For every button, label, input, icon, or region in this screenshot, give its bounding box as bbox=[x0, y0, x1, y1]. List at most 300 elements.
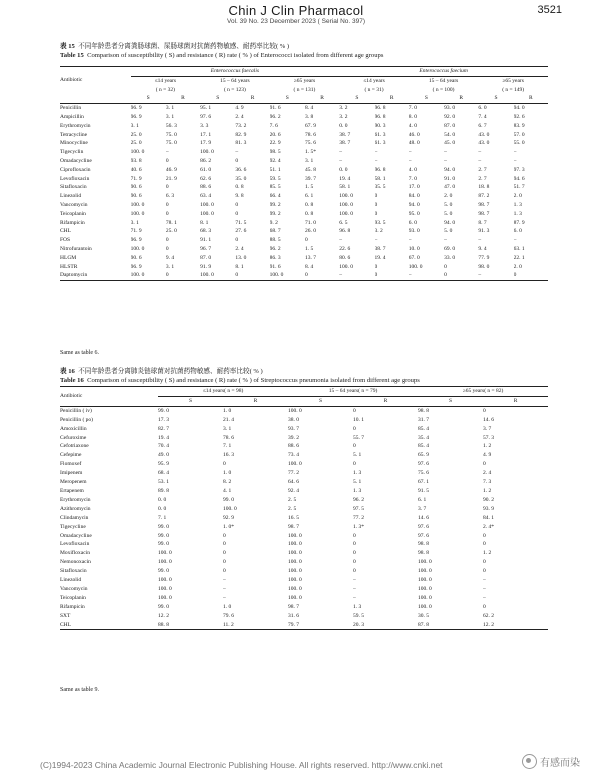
table15-cell: 100. 0 bbox=[339, 193, 353, 200]
table15-antibiotic: Vancomycin bbox=[60, 201, 88, 208]
table16-cell: 0 bbox=[353, 550, 356, 557]
table15-cell: – bbox=[513, 237, 517, 244]
table16-age-row bbox=[60, 387, 548, 397]
table16-antibiotic: Moxifloxacin bbox=[60, 550, 90, 557]
table15-antibiotic: HLSTR bbox=[60, 263, 78, 270]
table15-cell: 91. 1 bbox=[200, 237, 212, 244]
table16-cell: 4. 1 bbox=[223, 487, 232, 494]
table16-cell: 95. 9 bbox=[158, 461, 169, 468]
table15-cell: 95. 0 bbox=[408, 210, 420, 217]
table15-cell: 100. 0 bbox=[130, 210, 145, 217]
table16-antibiotic: Omadacycline bbox=[60, 532, 92, 539]
table15-s-header: S bbox=[285, 95, 289, 102]
table16-s-header: S bbox=[448, 397, 453, 404]
table16-cell: 97. 5 bbox=[353, 505, 365, 512]
table15-cell: 0 bbox=[513, 272, 517, 279]
table15-cell: 94. 0 bbox=[513, 105, 525, 112]
table16-cell: 20. 3 bbox=[353, 621, 365, 628]
table16-row bbox=[60, 442, 548, 451]
table15-cell: 1. 3 bbox=[513, 201, 522, 208]
table16-cell: 31. 7 bbox=[418, 416, 430, 423]
table16-antibiotic: Amoxicillin bbox=[60, 425, 87, 432]
table16-cell: 85. 4 bbox=[418, 425, 430, 432]
table16-cell: 0 bbox=[353, 425, 356, 432]
table15-cell: 4. 0 bbox=[408, 166, 418, 173]
table16-cell: 14. 6 bbox=[483, 416, 495, 423]
table16-row bbox=[60, 523, 548, 532]
table16-antibiotic: Ertapenem bbox=[60, 487, 84, 494]
table16-row bbox=[60, 406, 548, 415]
table15-antibiotic: HLGM bbox=[60, 254, 77, 261]
table15-r-header: R bbox=[459, 95, 464, 102]
table15-cell: 3. 3 bbox=[200, 122, 209, 129]
table15-cell: 97. 3 bbox=[513, 166, 525, 173]
table15-cell: 0 bbox=[374, 263, 378, 270]
table16-row bbox=[60, 558, 548, 567]
table15-cell: 2. 4 bbox=[235, 113, 244, 120]
table16-cell: 0 bbox=[483, 461, 486, 468]
table15-cell: 18. 8 bbox=[478, 184, 490, 191]
table15-cell: 17. 0 bbox=[408, 184, 420, 191]
table15-cell: 100. 0 bbox=[339, 263, 353, 270]
table16-cell: 93. 7 bbox=[288, 425, 300, 432]
table15-cell: 100. 0 bbox=[200, 201, 214, 208]
table15-cell: 19. 4 bbox=[374, 254, 386, 261]
table16-antibiotic: Cefepime bbox=[60, 452, 82, 459]
table15-cell: – bbox=[408, 237, 412, 244]
table15-cell: 9. 2 bbox=[269, 219, 278, 226]
table15-cell: 75. 6 bbox=[304, 140, 316, 147]
table15-cell: 0. 0 bbox=[339, 166, 348, 173]
table15-cell: 90. 3 bbox=[374, 122, 386, 129]
table16-cell: 7. 3 bbox=[483, 479, 492, 486]
table16-cell: 0 bbox=[353, 461, 356, 468]
table16-cell: 92. 9 bbox=[223, 514, 234, 521]
table16-cell: 97. 6 bbox=[418, 532, 430, 539]
table16-age-group: ≤14 years( n = 98) bbox=[158, 387, 288, 397]
table16-cell: 55. 7 bbox=[353, 434, 365, 441]
table16-cell: 98. 8 bbox=[418, 550, 430, 557]
table16-row bbox=[60, 416, 548, 425]
table16-cell: 1. 3* bbox=[353, 523, 365, 530]
table16-cell: 2. 4* bbox=[483, 523, 495, 530]
table16-cell: 53. 1 bbox=[158, 479, 169, 486]
table15-cell: 71. 9 bbox=[130, 228, 142, 235]
table15-cell: 0 bbox=[374, 193, 378, 200]
table15-cell: 13. 0 bbox=[235, 254, 247, 261]
table15-row bbox=[60, 148, 548, 157]
table15-species-faecalis: Enterococcus faecalis bbox=[131, 67, 340, 77]
table15-cell: 13. 7 bbox=[304, 254, 316, 261]
table15-cell: 0 bbox=[165, 157, 169, 164]
table15-antibiotic: Omadacycline bbox=[60, 157, 92, 164]
table16-cell: 12. 2 bbox=[158, 612, 169, 619]
table16-title-cn: 不同年龄患者分离肺炎链球菌对抗菌药物敏感、耐药率比较( % ) bbox=[78, 368, 263, 375]
table15-cell: 2. 7 bbox=[478, 175, 487, 182]
table16-row bbox=[60, 585, 548, 594]
table16-cell: 0 bbox=[483, 532, 486, 539]
table16-cell: – bbox=[223, 585, 226, 592]
page-number: 3521 bbox=[537, 4, 562, 16]
table16-cell: 1. 3 bbox=[353, 603, 362, 610]
table15-cell: 85. 5 bbox=[269, 184, 281, 191]
table15-cell: 98. 0 bbox=[478, 263, 490, 270]
table15-cell: 88. 5 bbox=[269, 237, 281, 244]
table15-cell: 57. 0 bbox=[513, 131, 525, 138]
table16-cell: – bbox=[483, 585, 486, 592]
table16-cell: 19. 4 bbox=[158, 434, 169, 441]
table16-cell: 100. 0 bbox=[288, 541, 302, 548]
table16-cell: 1. 2 bbox=[483, 487, 492, 494]
table15-cell: 96. 7 bbox=[200, 245, 212, 252]
table15-cell: 100. 0 bbox=[269, 272, 284, 279]
table16-row bbox=[60, 487, 548, 496]
table16-cell: 2. 5 bbox=[288, 496, 297, 503]
table16-cell: 100. 0 bbox=[158, 550, 172, 557]
table15-cell: 92. 6 bbox=[513, 113, 525, 120]
table15-cell: 71. 9 bbox=[130, 175, 142, 182]
table15-cell: 0 bbox=[444, 272, 447, 279]
table15-cell: 38. 7 bbox=[374, 245, 386, 252]
table15-cell: 96. 9 bbox=[130, 105, 142, 112]
table16-cell: 97. 6 bbox=[418, 523, 430, 530]
table15-cell: 7. 4 bbox=[478, 113, 487, 120]
table16-cell: 67. 1 bbox=[418, 479, 430, 486]
table16-cell: 100. 0 bbox=[418, 559, 432, 566]
table16-cell: 0 bbox=[223, 461, 226, 468]
table15-cell: 94. 0 bbox=[444, 219, 456, 226]
table16-row bbox=[60, 478, 548, 487]
table15-cell: 0 bbox=[165, 184, 169, 191]
table16-cell: 65. 9 bbox=[418, 452, 430, 459]
table16-cell: 1. 2 bbox=[483, 550, 492, 557]
table15-cell: 25. 0 bbox=[130, 131, 142, 138]
table15-cell: 100. 0 bbox=[339, 201, 353, 208]
table16-row bbox=[60, 576, 548, 585]
table15-cell: 22. 9 bbox=[269, 140, 281, 147]
table15-cell: 61. 3 bbox=[374, 131, 386, 138]
table16-r-header: R bbox=[383, 397, 388, 404]
table15-cell: 4. 0 bbox=[408, 122, 418, 129]
table16-cell: 96. 2 bbox=[353, 496, 365, 503]
table15-cell: 3. 2 bbox=[374, 228, 383, 235]
table16-cell: 0 bbox=[223, 532, 226, 539]
table16-row bbox=[60, 434, 548, 443]
table16-cell: 77. 2 bbox=[353, 514, 365, 521]
table15-cell: 93. 8 bbox=[130, 157, 142, 164]
table15-cell: 99. 2 bbox=[269, 210, 281, 217]
table16-cell: 99. 0 bbox=[158, 407, 169, 414]
table15-cell: 8. 7 bbox=[478, 219, 487, 226]
table15-cell: 67. 0 bbox=[408, 254, 420, 261]
table15-cell: 6. 0 bbox=[513, 228, 522, 235]
table15-age-group: ≥65 years bbox=[293, 77, 316, 84]
table15-cell: 17. 9 bbox=[200, 140, 212, 147]
table15-n-row bbox=[60, 86, 548, 95]
table15-cell: 96. 2 bbox=[269, 245, 281, 252]
table15-cell: – bbox=[408, 272, 412, 279]
table15-cell: 45. 8 bbox=[304, 166, 316, 173]
table15-row bbox=[60, 271, 548, 280]
table16-cell: 11. 2 bbox=[223, 621, 234, 628]
table15-cell: 17. 1 bbox=[200, 131, 212, 138]
table15-cell: – bbox=[444, 149, 447, 156]
table16-cell: 98. 8 bbox=[418, 407, 430, 414]
table16-row bbox=[60, 514, 548, 523]
table16-cell: 77. 2 bbox=[288, 470, 300, 477]
table15-cell: 56. 3 bbox=[165, 122, 177, 129]
table15-cell: 6. 0 bbox=[478, 105, 487, 112]
table15-cell: 96. 2 bbox=[269, 113, 281, 120]
table15-cell: 93. 0 bbox=[408, 228, 420, 235]
table15-cell: – bbox=[165, 149, 169, 156]
table15-cell: 6. 1 bbox=[304, 193, 314, 200]
table16-cell: 99. 0 bbox=[158, 541, 169, 548]
table16-antibiotic: Clindamycin bbox=[60, 514, 89, 521]
table15-antibiotic: Minocycline bbox=[60, 140, 88, 147]
table15-cell: 8. 4 bbox=[304, 263, 314, 270]
table16-cell: 1. 3 bbox=[353, 487, 362, 494]
table16-cell: 100. 0 bbox=[288, 407, 302, 414]
table15-cell: 0 bbox=[165, 237, 169, 244]
table16-label-cn: 表 16 bbox=[60, 368, 75, 375]
table16-cell: 0 bbox=[223, 568, 226, 575]
table15-cell: 1. 5* bbox=[304, 149, 316, 156]
table15-antibiotic: Teicoplanin bbox=[60, 210, 86, 217]
table16-antibiotic: Flomoxef bbox=[60, 461, 82, 468]
table15-cell: 63. 1 bbox=[513, 245, 525, 252]
table15-antibiotic: Ciprofloxacin bbox=[60, 166, 91, 173]
table15-cell: – bbox=[478, 272, 482, 279]
table16-cell: 35. 4 bbox=[418, 434, 430, 441]
table15-cell: 2. 0 bbox=[513, 193, 522, 200]
copyright-footer: (C)1994-2023 China Academic Journal Electronic Publishing House. All rights reserved. http://www.cnki.net bbox=[40, 760, 443, 770]
table15-cell: 0 bbox=[304, 272, 308, 279]
table16-cell: 85. 4 bbox=[418, 443, 430, 450]
table15-row bbox=[60, 219, 548, 228]
table15-cell: 19. 4 bbox=[339, 175, 351, 182]
table15-cell: 3. 1 bbox=[165, 105, 175, 112]
table15-cell: 100. 0 bbox=[130, 245, 145, 252]
table15-cell: 26. 0 bbox=[304, 228, 316, 235]
table15-cell: 93. 0 bbox=[444, 105, 456, 112]
table16-cell: 10. 1 bbox=[353, 416, 365, 423]
table15-cell: 68. 7 bbox=[269, 228, 281, 235]
table15-cell: 83. 9 bbox=[513, 122, 525, 129]
table15-cell: 10. 0 bbox=[408, 245, 420, 252]
table15-cell: – bbox=[478, 157, 482, 164]
table16-cell: – bbox=[483, 594, 486, 601]
table16-row bbox=[60, 451, 548, 460]
table15-cell: 25. 0 bbox=[165, 228, 177, 235]
table15-label-en: Table 15 bbox=[60, 52, 84, 59]
table15-cell: 92. 0 bbox=[444, 113, 456, 120]
table15-row bbox=[60, 104, 548, 113]
table15-row bbox=[60, 139, 548, 148]
table15-cell: 99. 2 bbox=[269, 201, 281, 208]
table15-label-cn: 表 15 bbox=[60, 43, 75, 50]
table16-antibiotic: Nemonoxacin bbox=[60, 559, 91, 566]
table15-cell: – bbox=[513, 149, 517, 156]
table15-row bbox=[60, 245, 548, 254]
table15-antibiotic: Levofloxacin bbox=[60, 175, 90, 182]
table15-cell: 0 bbox=[165, 201, 169, 208]
table15-r-header: R bbox=[320, 95, 324, 102]
table15-cell: – bbox=[444, 237, 447, 244]
table16-row bbox=[60, 567, 548, 576]
table16-cell: 0 bbox=[353, 568, 356, 575]
table15-cell: 8. 1 bbox=[200, 219, 209, 226]
table15-antibiotic: Erythromycin bbox=[60, 122, 91, 129]
table15-cell: 33. 0 bbox=[444, 254, 456, 261]
table16-cell: 98. 7 bbox=[288, 603, 300, 610]
table16-cell: 39. 2 bbox=[288, 434, 300, 441]
table15-cell: 84. 0 bbox=[408, 193, 420, 200]
table15-cell: 5. 0 bbox=[444, 201, 453, 208]
table15 bbox=[60, 66, 548, 281]
table16-cell: 100. 0 bbox=[158, 559, 172, 566]
table16-cell: 3. 7 bbox=[483, 425, 492, 432]
table15-cell: 67. 9 bbox=[304, 122, 316, 129]
table16 bbox=[60, 386, 548, 630]
table15-cell: 0 bbox=[374, 210, 378, 217]
table15-cell: 62. 6 bbox=[200, 175, 212, 182]
table16-cell: 2. 5 bbox=[288, 505, 297, 512]
table16-antibiotic-header: Antibiotic bbox=[60, 392, 83, 399]
table15-antibiotic: Nitrofurantoin bbox=[60, 245, 92, 252]
table15-cell: 25. 0 bbox=[130, 140, 142, 147]
table15-s-header: S bbox=[216, 95, 220, 102]
table15-cell: 87. 9 bbox=[513, 219, 525, 226]
table15-cell: 93. 5 bbox=[374, 219, 386, 226]
table16-antibiotic: Sitafloxacin bbox=[60, 568, 87, 575]
table15-cell: 0 bbox=[235, 210, 239, 217]
table15-cell: 0 bbox=[235, 157, 239, 164]
table16-antibiotic: Rifampicin bbox=[60, 603, 85, 610]
table15-row bbox=[60, 210, 548, 219]
table15-row bbox=[60, 227, 548, 236]
table16-cell: 0 bbox=[223, 550, 226, 557]
table16-cell: 100. 0 bbox=[418, 568, 432, 575]
table15-age-group: 15 – 64 years bbox=[428, 77, 459, 84]
table15-r-header: R bbox=[250, 95, 255, 102]
table15-cell: 100. 0 bbox=[200, 149, 214, 156]
table15-cell: 94. 0 bbox=[408, 201, 420, 208]
watermark-text: 有感而染 bbox=[540, 758, 580, 769]
table15-cell: 75. 0 bbox=[165, 131, 177, 138]
table16-cell: 0 bbox=[483, 559, 486, 566]
table16-cell: 0. 0 bbox=[158, 505, 167, 512]
table16-row bbox=[60, 612, 548, 621]
table15-n-count: ( n = 31) bbox=[364, 86, 384, 93]
table16-cell: 100. 0 bbox=[418, 585, 432, 592]
table15-cell: 2. 7 bbox=[478, 166, 487, 173]
table15-cell: 100. 0 bbox=[130, 149, 145, 156]
table15-r-header: R bbox=[528, 95, 533, 102]
table16-cell: – bbox=[223, 594, 226, 601]
table15-cell: 46. 9 bbox=[165, 166, 177, 173]
wechat-logo-icon bbox=[522, 754, 537, 769]
table15-title-en: Comparison of susceptibility ( S) and resistance ( R) rate ( % ) of Enterococci isolated from different age groups bbox=[87, 52, 384, 59]
table15-cell: 5. 0 bbox=[444, 228, 453, 235]
table15-age-group: ≤14 years bbox=[363, 77, 385, 84]
table16-row bbox=[60, 460, 548, 469]
table15-cell: 27. 6 bbox=[235, 228, 247, 235]
table16-antibiotic: CHL bbox=[60, 621, 71, 628]
table15-cell: 0. 8 bbox=[304, 210, 314, 217]
table15-cell: 96. 9 bbox=[130, 113, 142, 120]
table16-r-header: R bbox=[253, 397, 258, 404]
table16-row bbox=[60, 425, 548, 434]
table16-cell: 4. 9 bbox=[483, 452, 492, 459]
table16-cell: 100. 0 bbox=[288, 461, 302, 468]
table15-cell: 3. 8 bbox=[304, 113, 314, 120]
page-header bbox=[0, 0, 592, 30]
table15-antibiotic-header: Antibiotic bbox=[60, 77, 83, 84]
table15-n-count: ( n = 100) bbox=[432, 86, 455, 93]
table16-cell: 17. 3 bbox=[158, 416, 169, 423]
table15-cell: 46. 0 bbox=[408, 131, 420, 138]
table15-cell: – bbox=[513, 157, 517, 164]
table16-cell: 5. 1 bbox=[353, 479, 362, 486]
table15-cell: 55. 0 bbox=[513, 140, 525, 147]
table15-cell: 0 bbox=[374, 201, 378, 208]
table16-cell: 84. 1 bbox=[483, 514, 495, 521]
table15-cell: 98. 7 bbox=[478, 201, 490, 208]
table15-cell: 38. 7 bbox=[339, 140, 351, 147]
table15-cell: 38. 7 bbox=[339, 131, 351, 138]
table16-antibiotic: Azithromycin bbox=[60, 505, 91, 512]
table15-cell: 100. 0 bbox=[200, 210, 214, 217]
watermark bbox=[522, 754, 580, 769]
table16-cell: 100. 0 bbox=[418, 577, 432, 584]
table15-cell: 100. 0 bbox=[130, 201, 145, 208]
table15-cell: 35. 5 bbox=[374, 184, 386, 191]
table15-row bbox=[60, 254, 548, 263]
table15-cell: 39. 7 bbox=[304, 175, 316, 182]
table15-title-cn: 不同年龄患者分离粪肠球菌、屎肠球菌对抗菌药物敏感、耐药率比较( % ) bbox=[78, 43, 290, 50]
table15-cell: 51. 7 bbox=[513, 184, 525, 191]
table15-cell: 96. 8 bbox=[374, 166, 386, 173]
table15-cell: 3. 1 bbox=[304, 157, 314, 164]
table15-cell: 100. 0 bbox=[200, 272, 214, 279]
table15-cell: 61. 3 bbox=[374, 140, 386, 147]
table15-cell: 94. 0 bbox=[444, 166, 456, 173]
table16-cell: 1. 0* bbox=[223, 523, 234, 530]
table16-cell: 16. 5 bbox=[288, 514, 300, 521]
table15-antibiotic: Sitafloxacin bbox=[60, 184, 87, 191]
table16-row bbox=[60, 505, 548, 514]
table15-cell: 6. 3 bbox=[165, 193, 175, 200]
table15-cell: – bbox=[374, 237, 378, 244]
table15-cell: 47. 0 bbox=[444, 184, 456, 191]
table15-cell: 54. 0 bbox=[444, 131, 456, 138]
table16-cell: 100. 0 bbox=[288, 585, 302, 592]
table15-cell: – bbox=[374, 149, 378, 156]
table16-cell: 99. 0 bbox=[158, 603, 169, 610]
table15-cell: 3. 1 bbox=[130, 122, 139, 129]
table15-cell: 58. 1 bbox=[374, 175, 386, 182]
table16-cell: 89. 8 bbox=[158, 487, 169, 494]
table15-cell: 7. 0 bbox=[408, 175, 418, 182]
table16-antibiotic: Penicillin ( po) bbox=[60, 416, 93, 423]
table15-cell: 97. 6 bbox=[200, 113, 212, 120]
table16-row bbox=[60, 469, 548, 478]
table16-cell: 92. 4 bbox=[288, 487, 300, 494]
table15-cell: 98. 5 bbox=[269, 149, 281, 156]
table15-cell: 9. 4 bbox=[165, 254, 175, 261]
table16-antibiotic: Cefotriaxone bbox=[60, 443, 89, 450]
